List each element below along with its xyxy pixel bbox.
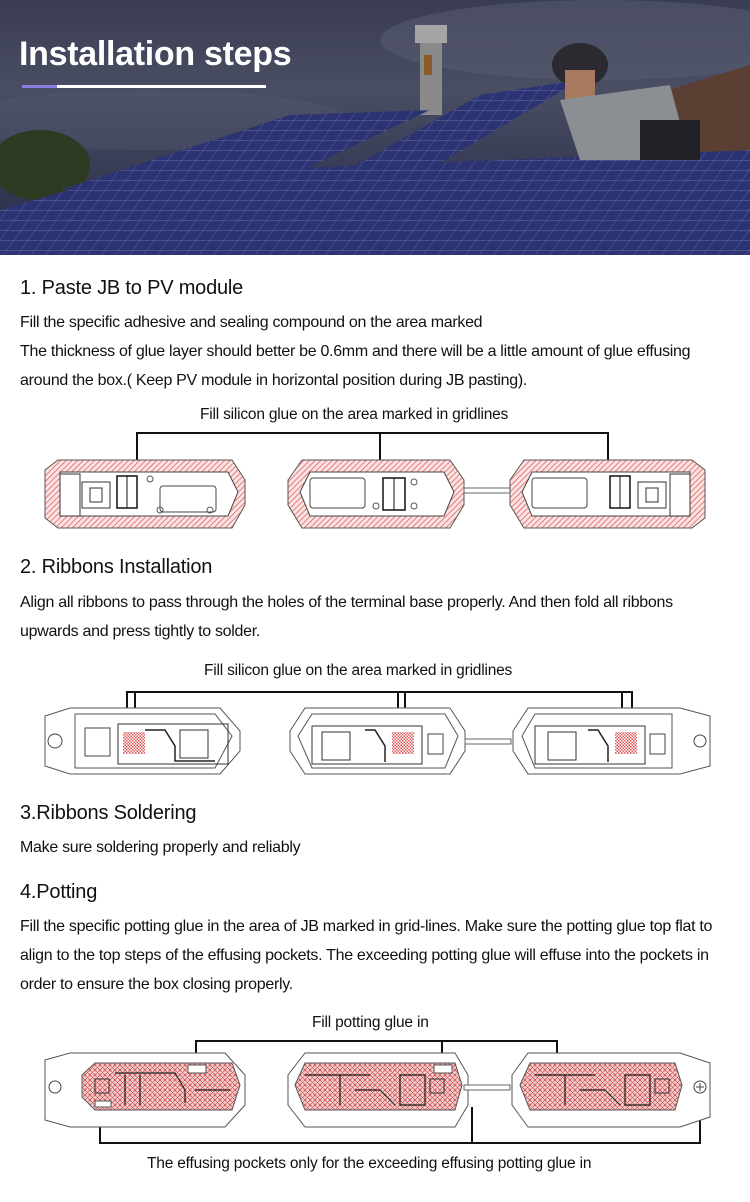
step-4-heading: 4.Potting xyxy=(20,881,98,903)
potting-box-3 xyxy=(512,1053,710,1127)
ribbon-box-1 xyxy=(45,708,240,774)
step-1-paragraph-1: Fill the specific adhesive and sealing compound on the area marked xyxy=(20,314,483,331)
step-1-paragraph-2: The thickness of glue layer should better be 0.6mm and there will be a little amount of glue effusing around the box.( Keep PV module in horizontal position during JB pasting). xyxy=(20,343,691,389)
potting-box-2 xyxy=(288,1053,510,1127)
ribbon-box-2 xyxy=(290,708,511,774)
potting-box-1 xyxy=(45,1053,245,1127)
step-3-heading: 3.Ribbons Soldering xyxy=(20,802,197,824)
step-3-paragraph-1: Make sure soldering properly and reliably xyxy=(20,839,301,856)
step-4-diagram-caption-top: Fill potting glue in xyxy=(312,1014,429,1031)
step-1-diagram-caption: Fill silicon glue on the area marked in gridlines xyxy=(200,406,509,423)
title-underline-accent xyxy=(22,85,57,88)
step-1-heading: 1. Paste JB to PV module xyxy=(20,277,244,299)
step-1-junction-box-diagram xyxy=(0,430,750,540)
step-4-paragraph-1: Fill the specific potting glue in the area of JB marked in grid-lines. Make sure the potting glue top flat to align to the top steps of the effusing pockets. The exceeding potting glue will effuse into the pockets in order to ensure the box closing properly. xyxy=(20,918,713,993)
hero-banner xyxy=(0,0,750,255)
step-4-diagram-caption-bottom: The effusing pockets only for the exceeding effusing potting glue in xyxy=(147,1155,592,1172)
junction-box-2 xyxy=(288,460,510,528)
step-2-diagram-caption: Fill silicon glue on the area marked in gridlines xyxy=(204,662,513,679)
step-4-potting-diagram xyxy=(0,1035,750,1155)
step-2-heading: 2. Ribbons Installation xyxy=(20,556,213,578)
step-2-ribbon-diagram xyxy=(0,686,750,781)
junction-box-3 xyxy=(510,460,705,528)
ribbon-box-3 xyxy=(513,708,710,774)
title-underline xyxy=(22,85,266,88)
step-2-paragraph-1: Align all ribbons to pass through the holes of the terminal base properly. And then fold all ribbons upwards and press tightly to solder. xyxy=(20,594,673,640)
page-title: Installation steps xyxy=(19,35,292,73)
junction-box-1 xyxy=(45,460,245,528)
